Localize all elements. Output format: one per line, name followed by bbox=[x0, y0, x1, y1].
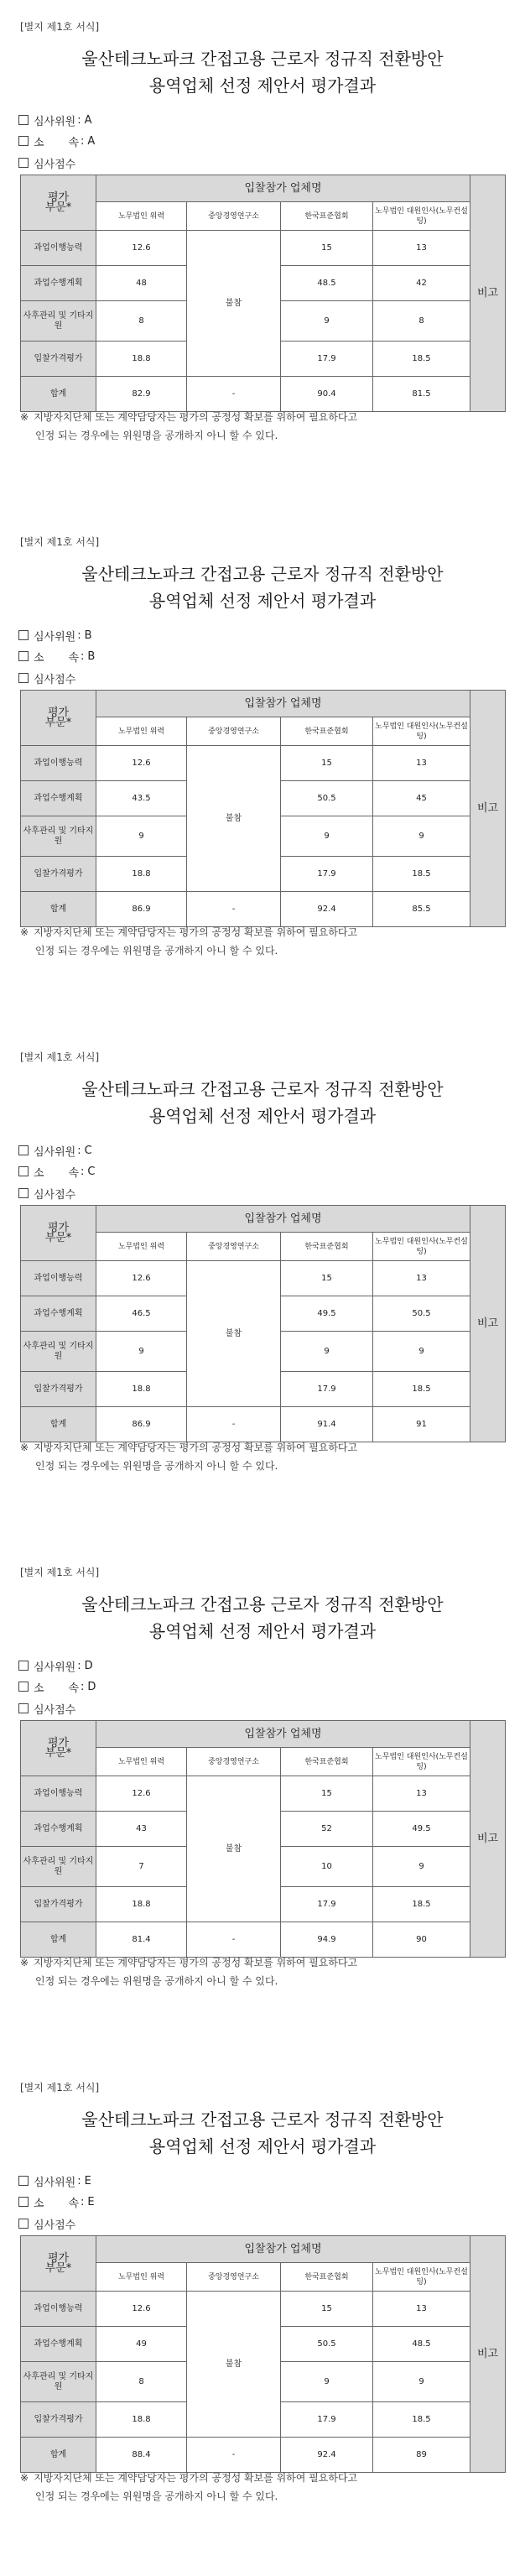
bidder-name: 노무법인 대원인사(노무컨설팅) bbox=[373, 1233, 470, 1261]
form-number-label: [별지 제1호 서식] bbox=[20, 2082, 100, 2094]
score-cell: 18.5 bbox=[373, 342, 470, 377]
category-header-line2: 부문* bbox=[44, 201, 72, 214]
score-table bbox=[20, 2235, 506, 2473]
document-title-line1: 울산테크노파크 간접고용 근로자 정규직 전환방안 bbox=[81, 49, 444, 69]
row-label: 입찰가격평가 bbox=[21, 1887, 96, 1922]
bidder-name: 한국표준협회 bbox=[281, 717, 373, 746]
document-title-line2: 용역업체 선정 제안서 평가결과 bbox=[148, 1621, 377, 1641]
evaluation-sheet bbox=[0, 0, 525, 515]
row-label: 과업이행능력 bbox=[21, 1776, 96, 1812]
footnote-line2: 인정 되는 경우에는 위원명을 공개하지 아니 할 수 있다. bbox=[35, 430, 278, 441]
score-cell: 9 bbox=[281, 301, 373, 342]
colon: : bbox=[77, 2174, 81, 2188]
score-key: 심사점수 bbox=[34, 673, 76, 686]
score-cell: 43.5 bbox=[96, 781, 187, 816]
row-label: 사후관리 및 기타지원 bbox=[21, 816, 96, 857]
bidder-name: 노무법인 대원인사(노무컨설팅) bbox=[373, 202, 470, 231]
score-cell: 52 bbox=[281, 1812, 373, 1847]
footnote-line1: 지방자치단체 또는 계약담당자는 평가의 공정성 확보를 위하여 필요하다고 bbox=[34, 1442, 358, 1453]
affiliation-key bbox=[34, 2194, 79, 2210]
checkbox-icon bbox=[18, 115, 29, 125]
document-title-line2: 용역업체 선정 제안서 평가결과 bbox=[148, 76, 377, 96]
bidder-name: 중앙경영연구소 bbox=[187, 1233, 281, 1261]
affiliation-value: E bbox=[87, 2195, 95, 2208]
affiliation-value: D bbox=[87, 1680, 96, 1693]
score-cell: 9 bbox=[96, 1332, 187, 1372]
affiliation-key-char: 속 bbox=[68, 136, 79, 149]
reviewer-value: B bbox=[84, 628, 92, 642]
checkbox-icon bbox=[18, 1703, 29, 1713]
score-cell: 9 bbox=[373, 1332, 470, 1372]
bidder-name: 노무법인 위력 bbox=[96, 2263, 187, 2292]
score-line bbox=[18, 1185, 75, 1202]
table-row bbox=[21, 746, 506, 781]
dash-cell: - bbox=[187, 377, 281, 412]
total-row bbox=[21, 1922, 506, 1958]
row-label: 합계 bbox=[21, 377, 96, 412]
colon: : bbox=[77, 1659, 81, 1672]
score-cell: 9 bbox=[281, 816, 373, 857]
bidder-name: 한국표준협회 bbox=[281, 202, 373, 231]
score-line bbox=[18, 1700, 75, 1717]
score-cell: 9 bbox=[96, 816, 187, 857]
dash-cell: - bbox=[187, 1407, 281, 1442]
category-header-line1: 평가 bbox=[47, 1736, 70, 1749]
checkbox-icon bbox=[18, 1166, 29, 1176]
score-table bbox=[20, 1205, 506, 1442]
footnote-mark: ※ bbox=[20, 411, 29, 423]
score-cell: 18.8 bbox=[96, 1372, 187, 1407]
remarks-header: 비고 bbox=[470, 2236, 506, 2473]
table-header-row bbox=[21, 175, 506, 202]
score-cell: 42 bbox=[373, 266, 470, 301]
affiliation-line bbox=[18, 2193, 95, 2210]
table-header-row bbox=[21, 1721, 506, 1748]
total-cell: 94.9 bbox=[281, 1922, 373, 1958]
document-title-line1: 울산테크노파크 간접고용 근로자 정규직 전환방안 bbox=[81, 1594, 444, 1614]
score-cell: 12.6 bbox=[96, 2292, 187, 2327]
score-cell: 50.5 bbox=[281, 781, 373, 816]
score-cell: 49.5 bbox=[373, 1812, 470, 1847]
bidders-header: 입찰참가 업체명 bbox=[96, 2236, 470, 2263]
score-cell: 48.5 bbox=[281, 266, 373, 301]
colon: : bbox=[81, 1165, 85, 1178]
document-title-line2: 용역업체 선정 제안서 평가결과 bbox=[148, 2136, 377, 2156]
total-cell: 90 bbox=[373, 1922, 470, 1958]
bidders-header: 입찰참가 업체명 bbox=[96, 691, 470, 717]
affiliation-key bbox=[34, 133, 79, 149]
row-label: 사후관리 및 기타지원 bbox=[21, 1847, 96, 1887]
category-header bbox=[21, 1721, 96, 1776]
reviewer-key: 심사위원 bbox=[34, 1145, 76, 1159]
score-cell: 17.9 bbox=[281, 2402, 373, 2438]
row-label: 과업이행능력 bbox=[21, 746, 96, 781]
reviewer-value: C bbox=[84, 1144, 92, 1157]
category-header bbox=[21, 2236, 96, 2292]
score-cell: 13 bbox=[373, 231, 470, 266]
affiliation-line bbox=[18, 1163, 95, 1180]
bidder-name: 노무법인 위력 bbox=[96, 717, 187, 746]
bidder-name: 노무법인 위력 bbox=[96, 202, 187, 231]
total-cell: 86.9 bbox=[96, 1407, 187, 1442]
footnote bbox=[20, 408, 507, 445]
table-header-row bbox=[21, 2236, 506, 2263]
checkbox-icon bbox=[18, 651, 29, 661]
bidder-name: 중앙경영연구소 bbox=[187, 717, 281, 746]
total-row bbox=[21, 892, 506, 927]
footnote-line2: 인정 되는 경우에는 위원명을 공개하지 아니 할 수 있다. bbox=[35, 1460, 278, 1472]
affiliation-value: C bbox=[87, 1165, 96, 1178]
affiliation-key-char: 소 bbox=[34, 2197, 44, 2210]
footnote-line1: 지방자치단체 또는 계약담당자는 평가의 공정성 확보를 위하여 필요하다고 bbox=[34, 926, 358, 938]
form-number-label: [별지 제1호 서식] bbox=[20, 1051, 100, 1063]
score-cell: 13 bbox=[373, 2292, 470, 2327]
score-cell: 48 bbox=[96, 266, 187, 301]
row-label: 과업수행계획 bbox=[21, 1296, 96, 1332]
bidder-name: 중앙경영연구소 bbox=[187, 2263, 281, 2292]
score-key: 심사점수 bbox=[34, 158, 76, 171]
bidder-name: 중앙경영연구소 bbox=[187, 202, 281, 231]
table-row bbox=[21, 2292, 506, 2327]
total-cell: 81.5 bbox=[373, 377, 470, 412]
score-cell: 17.9 bbox=[281, 1372, 373, 1407]
score-cell: 8 bbox=[96, 2362, 187, 2402]
total-cell: 92.4 bbox=[281, 2438, 373, 2473]
affiliation-key-char: 소 bbox=[34, 136, 44, 149]
category-header-line1: 평가 bbox=[47, 2251, 70, 2265]
score-cell: 17.9 bbox=[281, 1887, 373, 1922]
score-key: 심사점수 bbox=[34, 1703, 76, 1717]
total-row bbox=[21, 2438, 506, 2473]
bidder-name: 노무법인 위력 bbox=[96, 1748, 187, 1776]
category-header bbox=[21, 691, 96, 746]
score-line bbox=[18, 670, 75, 686]
reviewer-line bbox=[18, 2172, 91, 2189]
checkbox-icon bbox=[18, 2197, 29, 2207]
score-cell: 15 bbox=[281, 1261, 373, 1296]
table-header-row bbox=[21, 691, 506, 717]
dash-cell: - bbox=[187, 892, 281, 927]
total-cell: 85.5 bbox=[373, 892, 470, 927]
form-number-label: [별지 제1호 서식] bbox=[20, 1567, 100, 1578]
total-cell: 81.4 bbox=[96, 1922, 187, 1958]
score-table bbox=[20, 690, 506, 927]
score-cell: 49 bbox=[96, 2327, 187, 2362]
score-cell: 13 bbox=[373, 1776, 470, 1812]
form-number-label: [별지 제1호 서식] bbox=[20, 21, 100, 33]
footnote-mark: ※ bbox=[20, 1957, 29, 1969]
reviewer-key: 심사위원 bbox=[34, 115, 76, 128]
footnote-mark: ※ bbox=[20, 1442, 29, 1453]
category-header-line2: 부문* bbox=[44, 2261, 72, 2275]
total-row bbox=[21, 1407, 506, 1442]
score-cell: 12.6 bbox=[96, 1261, 187, 1296]
table-row bbox=[21, 1776, 506, 1812]
absent-cell: 불참 bbox=[187, 1261, 281, 1407]
total-cell: 90.4 bbox=[281, 377, 373, 412]
dash-cell: - bbox=[187, 1922, 281, 1958]
colon: : bbox=[77, 628, 81, 642]
reviewer-line bbox=[18, 112, 92, 128]
checkbox-icon bbox=[18, 136, 29, 146]
bidders-header: 입찰참가 업체명 bbox=[96, 1721, 470, 1748]
bidder-name: 한국표준협회 bbox=[281, 1233, 373, 1261]
category-header bbox=[21, 1206, 96, 1261]
checkbox-icon bbox=[18, 158, 29, 168]
reviewer-value: D bbox=[84, 1659, 93, 1672]
reviewer-key: 심사위원 bbox=[34, 630, 76, 644]
score-cell: 43 bbox=[96, 1812, 187, 1847]
score-key: 심사점수 bbox=[34, 1188, 76, 1202]
checkbox-icon bbox=[18, 1682, 29, 1692]
score-key: 심사점수 bbox=[34, 2219, 76, 2232]
score-cell: 9 bbox=[373, 1847, 470, 1887]
category-header-line2: 부문* bbox=[44, 1231, 72, 1244]
total-cell: 92.4 bbox=[281, 892, 373, 927]
score-cell: 48.5 bbox=[373, 2327, 470, 2362]
affiliation-line bbox=[18, 648, 95, 665]
score-cell: 17.9 bbox=[281, 342, 373, 377]
bidder-name: 중앙경영연구소 bbox=[187, 1748, 281, 1776]
score-cell: 18.8 bbox=[96, 2402, 187, 2438]
reviewer-line bbox=[18, 1142, 92, 1159]
score-cell: 10 bbox=[281, 1847, 373, 1887]
remarks-header: 비고 bbox=[470, 175, 506, 412]
total-cell: 91 bbox=[373, 1407, 470, 1442]
score-cell: 50.5 bbox=[281, 2327, 373, 2362]
row-label: 합계 bbox=[21, 892, 96, 927]
remarks-header: 비고 bbox=[470, 691, 506, 927]
score-table bbox=[20, 1720, 506, 1958]
category-header bbox=[21, 175, 96, 231]
reviewer-line bbox=[18, 1657, 93, 1674]
row-label: 합계 bbox=[21, 1922, 96, 1958]
affiliation-key bbox=[34, 1679, 79, 1695]
total-cell: 82.9 bbox=[96, 377, 187, 412]
bidder-name: 노무법인 대원인사(노무컨설팅) bbox=[373, 717, 470, 746]
score-cell: 9 bbox=[281, 2362, 373, 2402]
reviewer-key: 심사위원 bbox=[34, 1661, 76, 1674]
table-row bbox=[21, 1261, 506, 1296]
score-cell: 8 bbox=[96, 301, 187, 342]
checkbox-icon bbox=[18, 630, 29, 640]
score-cell: 15 bbox=[281, 231, 373, 266]
bidder-name: 노무법인 위력 bbox=[96, 1233, 187, 1261]
row-label: 입찰가격평가 bbox=[21, 857, 96, 892]
row-label: 합계 bbox=[21, 1407, 96, 1442]
total-row bbox=[21, 377, 506, 412]
colon: : bbox=[81, 1680, 85, 1693]
table-row bbox=[21, 231, 506, 266]
checkbox-icon bbox=[18, 1661, 29, 1671]
score-cell: 45 bbox=[373, 781, 470, 816]
row-label: 입찰가격평가 bbox=[21, 2402, 96, 2438]
score-cell: 12.6 bbox=[96, 746, 187, 781]
checkbox-icon bbox=[18, 2219, 29, 2229]
row-label: 입찰가격평가 bbox=[21, 1372, 96, 1407]
affiliation-value: B bbox=[87, 649, 96, 663]
bidder-name: 한국표준협회 bbox=[281, 1748, 373, 1776]
colon: : bbox=[77, 113, 81, 127]
footnote bbox=[20, 923, 507, 960]
evaluation-sheet bbox=[0, 515, 525, 1030]
row-label: 과업이행능력 bbox=[21, 1261, 96, 1296]
score-cell: 15 bbox=[281, 2292, 373, 2327]
score-line bbox=[18, 154, 75, 171]
evaluation-sheet bbox=[0, 1546, 525, 2061]
colon: : bbox=[77, 1144, 81, 1157]
affiliation-key-char: 속 bbox=[68, 2197, 79, 2210]
footnote-mark: ※ bbox=[20, 2472, 29, 2484]
score-cell: 49.5 bbox=[281, 1296, 373, 1332]
score-cell: 9 bbox=[373, 816, 470, 857]
total-cell: 86.9 bbox=[96, 892, 187, 927]
affiliation-key-char: 속 bbox=[68, 1166, 79, 1180]
row-label: 과업수행계획 bbox=[21, 266, 96, 301]
score-cell: 18.8 bbox=[96, 1887, 187, 1922]
bidder-name: 노무법인 대원인사(노무컨설팅) bbox=[373, 2263, 470, 2292]
affiliation-key-char: 속 bbox=[68, 651, 79, 665]
footnote bbox=[20, 2469, 507, 2506]
colon: : bbox=[81, 649, 85, 663]
checkbox-icon bbox=[18, 2176, 29, 2186]
row-label: 과업수행계획 bbox=[21, 781, 96, 816]
score-cell: 18.5 bbox=[373, 857, 470, 892]
score-cell: 18.5 bbox=[373, 2402, 470, 2438]
affiliation-key-char: 속 bbox=[68, 1682, 79, 1695]
score-table bbox=[20, 175, 506, 412]
document-title-line1: 울산테크노파크 간접고용 근로자 정규직 전환방안 bbox=[81, 564, 444, 584]
score-cell: 46.5 bbox=[96, 1296, 187, 1332]
row-label: 사후관리 및 기타지원 bbox=[21, 301, 96, 342]
affiliation-line bbox=[18, 1678, 96, 1695]
table-header-row bbox=[21, 1206, 506, 1233]
category-header-line1: 평가 bbox=[47, 190, 70, 204]
reviewer-key: 심사위원 bbox=[34, 2176, 76, 2189]
affiliation-key-char: 소 bbox=[34, 1166, 44, 1180]
absent-cell: 불참 bbox=[187, 746, 281, 892]
score-cell: 15 bbox=[281, 746, 373, 781]
remarks-header: 비고 bbox=[470, 1721, 506, 1958]
row-label: 입찰가격평가 bbox=[21, 342, 96, 377]
score-cell: 7 bbox=[96, 1847, 187, 1887]
bidder-name: 한국표준협회 bbox=[281, 2263, 373, 2292]
footnote-mark: ※ bbox=[20, 926, 29, 938]
document-title-line1: 울산테크노파크 간접고용 근로자 정규직 전환방안 bbox=[81, 1079, 444, 1099]
checkbox-icon bbox=[18, 1145, 29, 1155]
total-cell: 91.4 bbox=[281, 1407, 373, 1442]
document-title-line2: 용역업체 선정 제안서 평가결과 bbox=[148, 591, 377, 611]
bidder-name: 노무법인 대원인사(노무컨설팅) bbox=[373, 1748, 470, 1776]
category-header-line1: 평가 bbox=[47, 706, 70, 719]
footnote-line2: 인정 되는 경우에는 위원명을 공개하지 아니 할 수 있다. bbox=[35, 945, 278, 957]
absent-cell: 불참 bbox=[187, 1776, 281, 1922]
form-number-label: [별지 제1호 서식] bbox=[20, 536, 100, 548]
affiliation-key bbox=[34, 649, 79, 665]
affiliation-value: A bbox=[87, 134, 96, 148]
bidders-header: 입찰참가 업체명 bbox=[96, 1206, 470, 1233]
footnote-line2: 인정 되는 경우에는 위원명을 공개하지 아니 할 수 있다. bbox=[35, 2490, 278, 2502]
score-cell: 9 bbox=[281, 1332, 373, 1372]
score-cell: 18.8 bbox=[96, 857, 187, 892]
score-cell: 17.9 bbox=[281, 857, 373, 892]
affiliation-key-char: 소 bbox=[34, 1682, 44, 1695]
row-label: 과업이행능력 bbox=[21, 231, 96, 266]
footnote bbox=[20, 1438, 507, 1475]
score-cell: 18.5 bbox=[373, 1887, 470, 1922]
category-header-line2: 부문* bbox=[44, 1746, 72, 1760]
absent-cell: 불참 bbox=[187, 2292, 281, 2438]
score-cell: 13 bbox=[373, 1261, 470, 1296]
evaluation-sheet bbox=[0, 2061, 525, 2576]
bidders-header: 입찰참가 업체명 bbox=[96, 175, 470, 202]
footnote-line2: 인정 되는 경우에는 위원명을 공개하지 아니 할 수 있다. bbox=[35, 1975, 278, 1987]
category-header-line1: 평가 bbox=[47, 1221, 70, 1234]
checkbox-icon bbox=[18, 1188, 29, 1198]
score-cell: 18.8 bbox=[96, 342, 187, 377]
row-label: 사후관리 및 기타지원 bbox=[21, 1332, 96, 1372]
score-cell: 8 bbox=[373, 301, 470, 342]
score-cell: 12.6 bbox=[96, 231, 187, 266]
document-title-line2: 용역업체 선정 제안서 평가결과 bbox=[148, 1106, 377, 1126]
footnote-line1: 지방자치단체 또는 계약담당자는 평가의 공정성 확보를 위하여 필요하다고 bbox=[34, 411, 358, 423]
affiliation-key-char: 소 bbox=[34, 651, 44, 665]
reviewer-line bbox=[18, 627, 92, 644]
checkbox-icon bbox=[18, 673, 29, 683]
row-label: 사후관리 및 기타지원 bbox=[21, 2362, 96, 2402]
footnote-line1: 지방자치단체 또는 계약담당자는 평가의 공정성 확보를 위하여 필요하다고 bbox=[34, 1957, 358, 1969]
score-cell: 9 bbox=[373, 2362, 470, 2402]
row-label: 과업이행능력 bbox=[21, 2292, 96, 2327]
score-cell: 12.6 bbox=[96, 1776, 187, 1812]
dash-cell: - bbox=[187, 2438, 281, 2473]
score-cell: 50.5 bbox=[373, 1296, 470, 1332]
remarks-header: 비고 bbox=[470, 1206, 506, 1442]
affiliation-line bbox=[18, 133, 95, 149]
absent-cell: 불참 bbox=[187, 231, 281, 377]
reviewer-value: E bbox=[84, 2174, 91, 2188]
total-cell: 89 bbox=[373, 2438, 470, 2473]
document-title-line1: 울산테크노파크 간접고용 근로자 정규직 전환방안 bbox=[81, 2109, 444, 2130]
footnote bbox=[20, 1953, 507, 1990]
score-cell: 13 bbox=[373, 746, 470, 781]
footnote-line1: 지방자치단체 또는 계약담당자는 평가의 공정성 확보를 위하여 필요하다고 bbox=[34, 2472, 358, 2484]
row-label: 과업수행계획 bbox=[21, 1812, 96, 1847]
row-label: 합계 bbox=[21, 2438, 96, 2473]
score-cell: 15 bbox=[281, 1776, 373, 1812]
score-line bbox=[18, 2215, 75, 2232]
colon: : bbox=[81, 2195, 85, 2208]
reviewer-value: A bbox=[84, 113, 92, 127]
category-header-line2: 부문* bbox=[44, 716, 72, 729]
evaluation-sheet bbox=[0, 1030, 525, 1546]
total-cell: 88.4 bbox=[96, 2438, 187, 2473]
colon: : bbox=[81, 134, 85, 148]
row-label: 과업수행계획 bbox=[21, 2327, 96, 2362]
score-cell: 18.5 bbox=[373, 1372, 470, 1407]
affiliation-key bbox=[34, 1164, 79, 1180]
